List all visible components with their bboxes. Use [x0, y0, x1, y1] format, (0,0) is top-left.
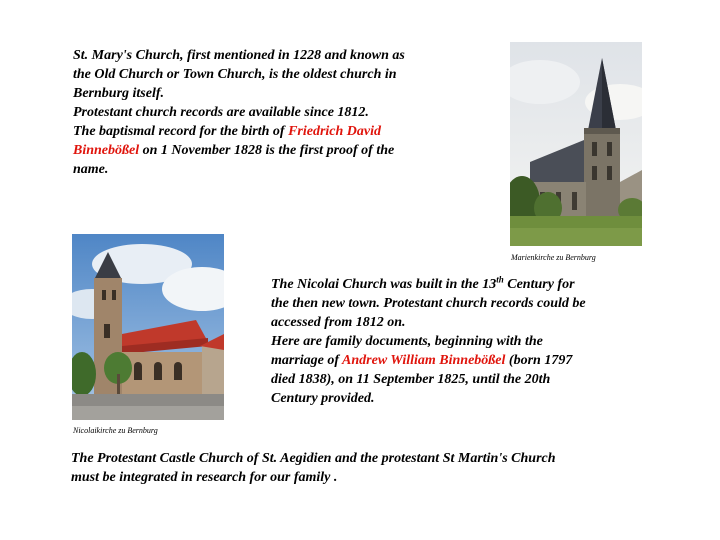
text-line: the then new town. Protestant church records could be	[271, 296, 586, 311]
superscript: th	[496, 274, 504, 285]
name-highlight: Friedrich David	[288, 124, 382, 139]
text-line	[271, 275, 691, 294]
text-line	[73, 122, 503, 141]
nicolaikirche-caption: Nicolaikirche zu Bernburg	[73, 426, 158, 435]
text-line: accessed from 1812 on.	[271, 315, 406, 330]
text-line: died 1838), on 11 September 1825, until the 20th	[271, 372, 551, 387]
text-line	[73, 141, 503, 160]
text-segment: on 1 November 1828 is the first proof of the	[139, 143, 395, 158]
text-line: The Protestant Castle Church of St. Aegidien and the protestant St Martin's Church	[71, 451, 556, 466]
text-line: the Old Church or Town Church, is the oldest church in	[73, 67, 397, 82]
marienkirche-photo	[510, 42, 642, 246]
text-segment: marriage of	[271, 353, 343, 368]
nicolai-paragraph	[271, 275, 691, 408]
name-highlight: Binnebößel	[73, 143, 140, 158]
name-highlight: Andrew William Binnebößel	[342, 353, 506, 368]
text-line: Protestant church records are available since 1812.	[73, 105, 369, 120]
text-line: name.	[73, 162, 109, 177]
text-line: Bernburg itself.	[73, 86, 165, 101]
text-segment: Century for	[503, 277, 575, 292]
text-line: Century provided.	[271, 391, 375, 406]
text-line: must be integrated in research for our family .	[71, 470, 338, 485]
marienkirche-caption: Marienkirche zu Bernburg	[511, 253, 596, 262]
castle-church-paragraph	[71, 449, 701, 487]
text-segment: (born 1797	[505, 353, 573, 368]
text-segment: The Nicolai Church was built in the 13	[271, 277, 497, 292]
text-line	[271, 351, 691, 370]
st-marys-paragraph	[73, 46, 503, 179]
text-line: St. Mary's Church, first mentioned in 1228 and known as	[73, 48, 405, 63]
text-line: Here are family documents, beginning with the	[271, 334, 543, 349]
text-segment: The baptismal record for the birth of	[73, 124, 289, 139]
nicolaikirche-photo	[72, 234, 224, 420]
